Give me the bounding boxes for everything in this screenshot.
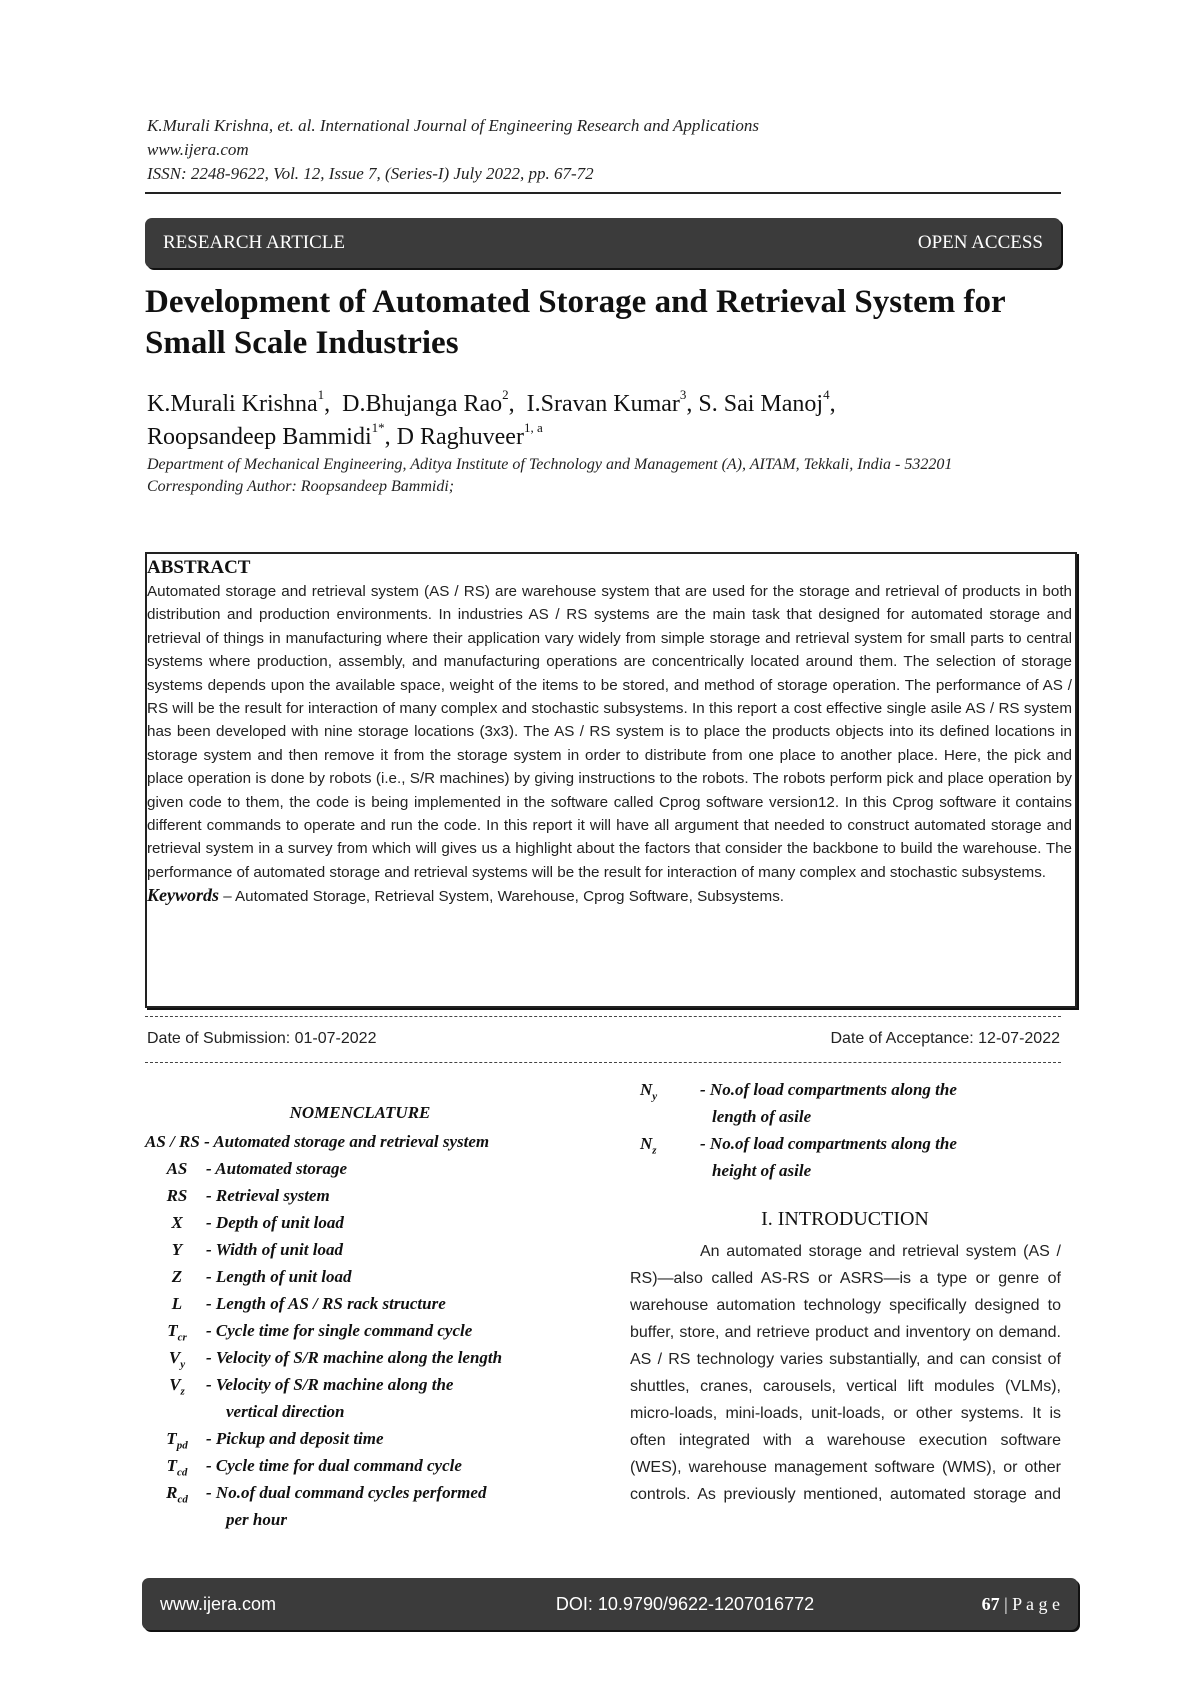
journal-citation: K.Murali Krishna, et. al. International Journal of Engineering Research and Applications [147, 116, 759, 135]
nomenclature-symbol: $V_z$ [169, 1375, 185, 1398]
author-affil-mark: 2 [502, 387, 509, 402]
nomenclature-definition: - Automated storage [206, 1159, 348, 1178]
nomenclature-definition: - Retrieval system [206, 1186, 330, 1205]
nomenclature-row [145, 1128, 489, 1155]
abstract-box [145, 552, 1077, 1008]
nomenclature-row [148, 1290, 446, 1317]
nomenclature-symbol: $T_{pd}$ [166, 1429, 188, 1452]
nomenclature-symbol: L [171, 1294, 183, 1313]
nomenclature-continuation: per hour [226, 1510, 287, 1529]
nomenclature-definition: - Velocity of S/R machine along the [206, 1375, 454, 1394]
footer-doi[interactable]: DOI: 10.9790/9622-1207016772 [555, 1593, 815, 1614]
dashed-divider-top [145, 1016, 1061, 1017]
nomenclature-symbol: X [171, 1213, 183, 1232]
affiliation-block [147, 454, 1067, 498]
author-affil-mark: 1 [317, 387, 325, 402]
author: Roopsandeep Bammidi [147, 424, 372, 450]
nomenclature-row [148, 1209, 344, 1236]
keywords-list: – Automated Storage, Retrieval System, Warehouse, Cprog Software, Subsystems. [219, 888, 785, 906]
nomenclature-definition: - Length of unit load [206, 1267, 352, 1286]
footer-page [850, 1594, 1060, 1615]
open-access-label: OPEN ACCESS [917, 232, 1043, 253]
dashed-divider-bottom [145, 1062, 1061, 1063]
nomenclature-definition: - Velocity of S/R machine along the length [206, 1348, 503, 1367]
introduction-body: An automated storage and retrieval system (AS / RS)—also called AS-RS or ASRS—is a type or genre of warehouse automation technology specifically designed to buffer, store, and retrieve product and inventory on demand. AS / RS technology varies substantially, and can consist of shuttles, cranes, carousels, vertical lift modules (VLMs), micro-loads, mini-loads, unit-loads, or other systems. It is often integrated with a warehouse execution software (WES), warehouse management software (WMS), or other controls. As previously mentioned, automated storage and [630, 1243, 1061, 1503]
page-label: | P a g e [999, 1593, 1060, 1614]
nomenclature-title: NOMENCLATURE [289, 1103, 431, 1122]
journal-issn: ISSN: 2248-9622, Vol. 12, Issue 7, (Series-I) July 2022, pp. 67-72 [147, 164, 594, 183]
author: D Raghuveer [396, 424, 524, 450]
nomenclature-symbol: $N_z$ [640, 1134, 657, 1157]
acceptance-date: Date of Acceptance: 12-07-2022 [830, 1030, 1060, 1047]
nomenclature-definition: - Cycle time for dual command cycle [206, 1456, 462, 1475]
author-affil-mark: 4 [823, 387, 830, 402]
keywords-line [147, 884, 1072, 908]
nomenclature-symbol: RS [166, 1186, 188, 1205]
nomenclature-row [148, 1479, 486, 1513]
page-footer [142, 1578, 1078, 1630]
corresponding-author: Corresponding Author: Roopsandeep Bammidi; [147, 478, 455, 495]
header-rule [145, 192, 1061, 194]
nomenclature-definition: - Cycle time for single command cycle [206, 1321, 473, 1340]
abstract-heading: ABSTRACT [147, 557, 251, 578]
nomenclature-symbol: $T_{cd}$ [166, 1456, 188, 1479]
nomenclature-definition: - No.of load compartments along the height of asile [700, 1134, 957, 1180]
nomenclature-definition: - No.of dual command cycles performed [206, 1483, 487, 1502]
nomenclature-definition: - No.of load compartments along the length of asile [700, 1080, 957, 1126]
nomenclature-definition: - Depth of unit load [206, 1213, 344, 1232]
keywords-label: Keywords [147, 885, 219, 906]
nomenclature-symbol: AS / RS [145, 1132, 200, 1151]
nomenclature-symbol: Z [171, 1267, 183, 1286]
nomenclature-row [148, 1236, 343, 1263]
paper-title: Development of Automated Storage and Retrieval System for Small Scale Industries [145, 284, 1005, 361]
nomenclature-symbol: $T_{cr}$ [167, 1321, 187, 1344]
author: I.Sravan Kumar [526, 391, 680, 417]
nomenclature-symbol: $R_{cd}$ [166, 1483, 188, 1506]
nomenclature-symbol: $V_y$ [168, 1348, 186, 1371]
author: K.Murali Krishna [147, 391, 318, 417]
nomenclature-symbol: Y [171, 1240, 183, 1259]
author-affil-mark: 3 [679, 387, 687, 402]
journal-website[interactable]: www.ijera.com [147, 140, 249, 159]
author-list: K.Murali Krishna$^1$, D.Bhujanga Rao$^2$, I.Sravan Kumar$^3$, S. Sai Manoj$^4$, Roopsandeep Bammidi$^{1*}$, D Raghuveer$^{1, a}$ [147, 387, 836, 450]
author-affil-mark: 1, a [523, 420, 543, 435]
research-article-label: RESEARCH ARTICLE [163, 232, 346, 253]
nomenclature-row [148, 1263, 351, 1290]
abstract-body: Automated storage and retrieval system (AS / RS) are warehouse system that are used for the storage and retrieval of products in both distribution and production environments. In industries AS / RS systems are the main task that designed for automated storage and retrieval of things in manufacturing where their application vary widely from simple storage and retrieval system for small parts to central systems where production, assembly, and manufacturing operations are concentrically located around them. The selection of storage systems depends upon the available space, weight of the items to be stored, and method of storage operation. The performance of AS / RS will be the result for interaction of many complex and stochastic subsystems. In this report a cost effective single asile AS / RS system has been developed with nine storage locations (3x3). The AS / RS system is to place the products objects into its defined locations in storage system and then remove it from the storage system in order to distribute from one place to another place. Here, the pick and place operation is done by robots (i.e., S/R machines) by giving instructions to the robots. The robots perform pick and place operation by given code to them, the code is being implemented in the software called Cprog software version12. In this Cprog software it contains different commands to operate and run the code. In this report it will have all argument that needed to construct automated storage and retrieval system in a survey from which will gives us a highlight about the factors that consider the backbone to build the warehouse. The performance of automated storage and retrieval systems will be the result for interaction of many complex and stochastic subsystems. [147, 583, 1072, 881]
nomenclature-row [148, 1155, 347, 1182]
author-affil-mark: 1* [371, 420, 385, 435]
author: S. Sai Manoj [698, 391, 824, 417]
nomenclature-definition: - Length of AS / RS rack structure [206, 1294, 446, 1313]
page-number: 67 [981, 1593, 1000, 1614]
nomenclature-row [148, 1182, 330, 1209]
author: D.Bhujanga Rao [342, 391, 503, 417]
submission-date: Date of Submission: 01-07-2022 [147, 1030, 377, 1047]
article-type-banner [145, 218, 1061, 268]
nomenclature-definition: - Width of unit load [206, 1240, 343, 1259]
nomenclature-continuation: vertical direction [226, 1402, 345, 1421]
nomenclature-definition: - Automated storage and retrieval system [204, 1132, 490, 1151]
nomenclature-symbol: $N_y$ [640, 1080, 658, 1103]
footer-website[interactable]: www.ijera.com [160, 1593, 277, 1614]
introduction-heading: I. INTRODUCTION [761, 1208, 929, 1230]
affiliation: Department of Mechanical Engineering, Aditya Institute of Technology and Management (A), AITAM, Tekkali, India - 532201 [147, 456, 953, 473]
nomenclature-symbol: AS [166, 1159, 188, 1178]
nomenclature-definition: - Pickup and deposit time [206, 1429, 384, 1448]
